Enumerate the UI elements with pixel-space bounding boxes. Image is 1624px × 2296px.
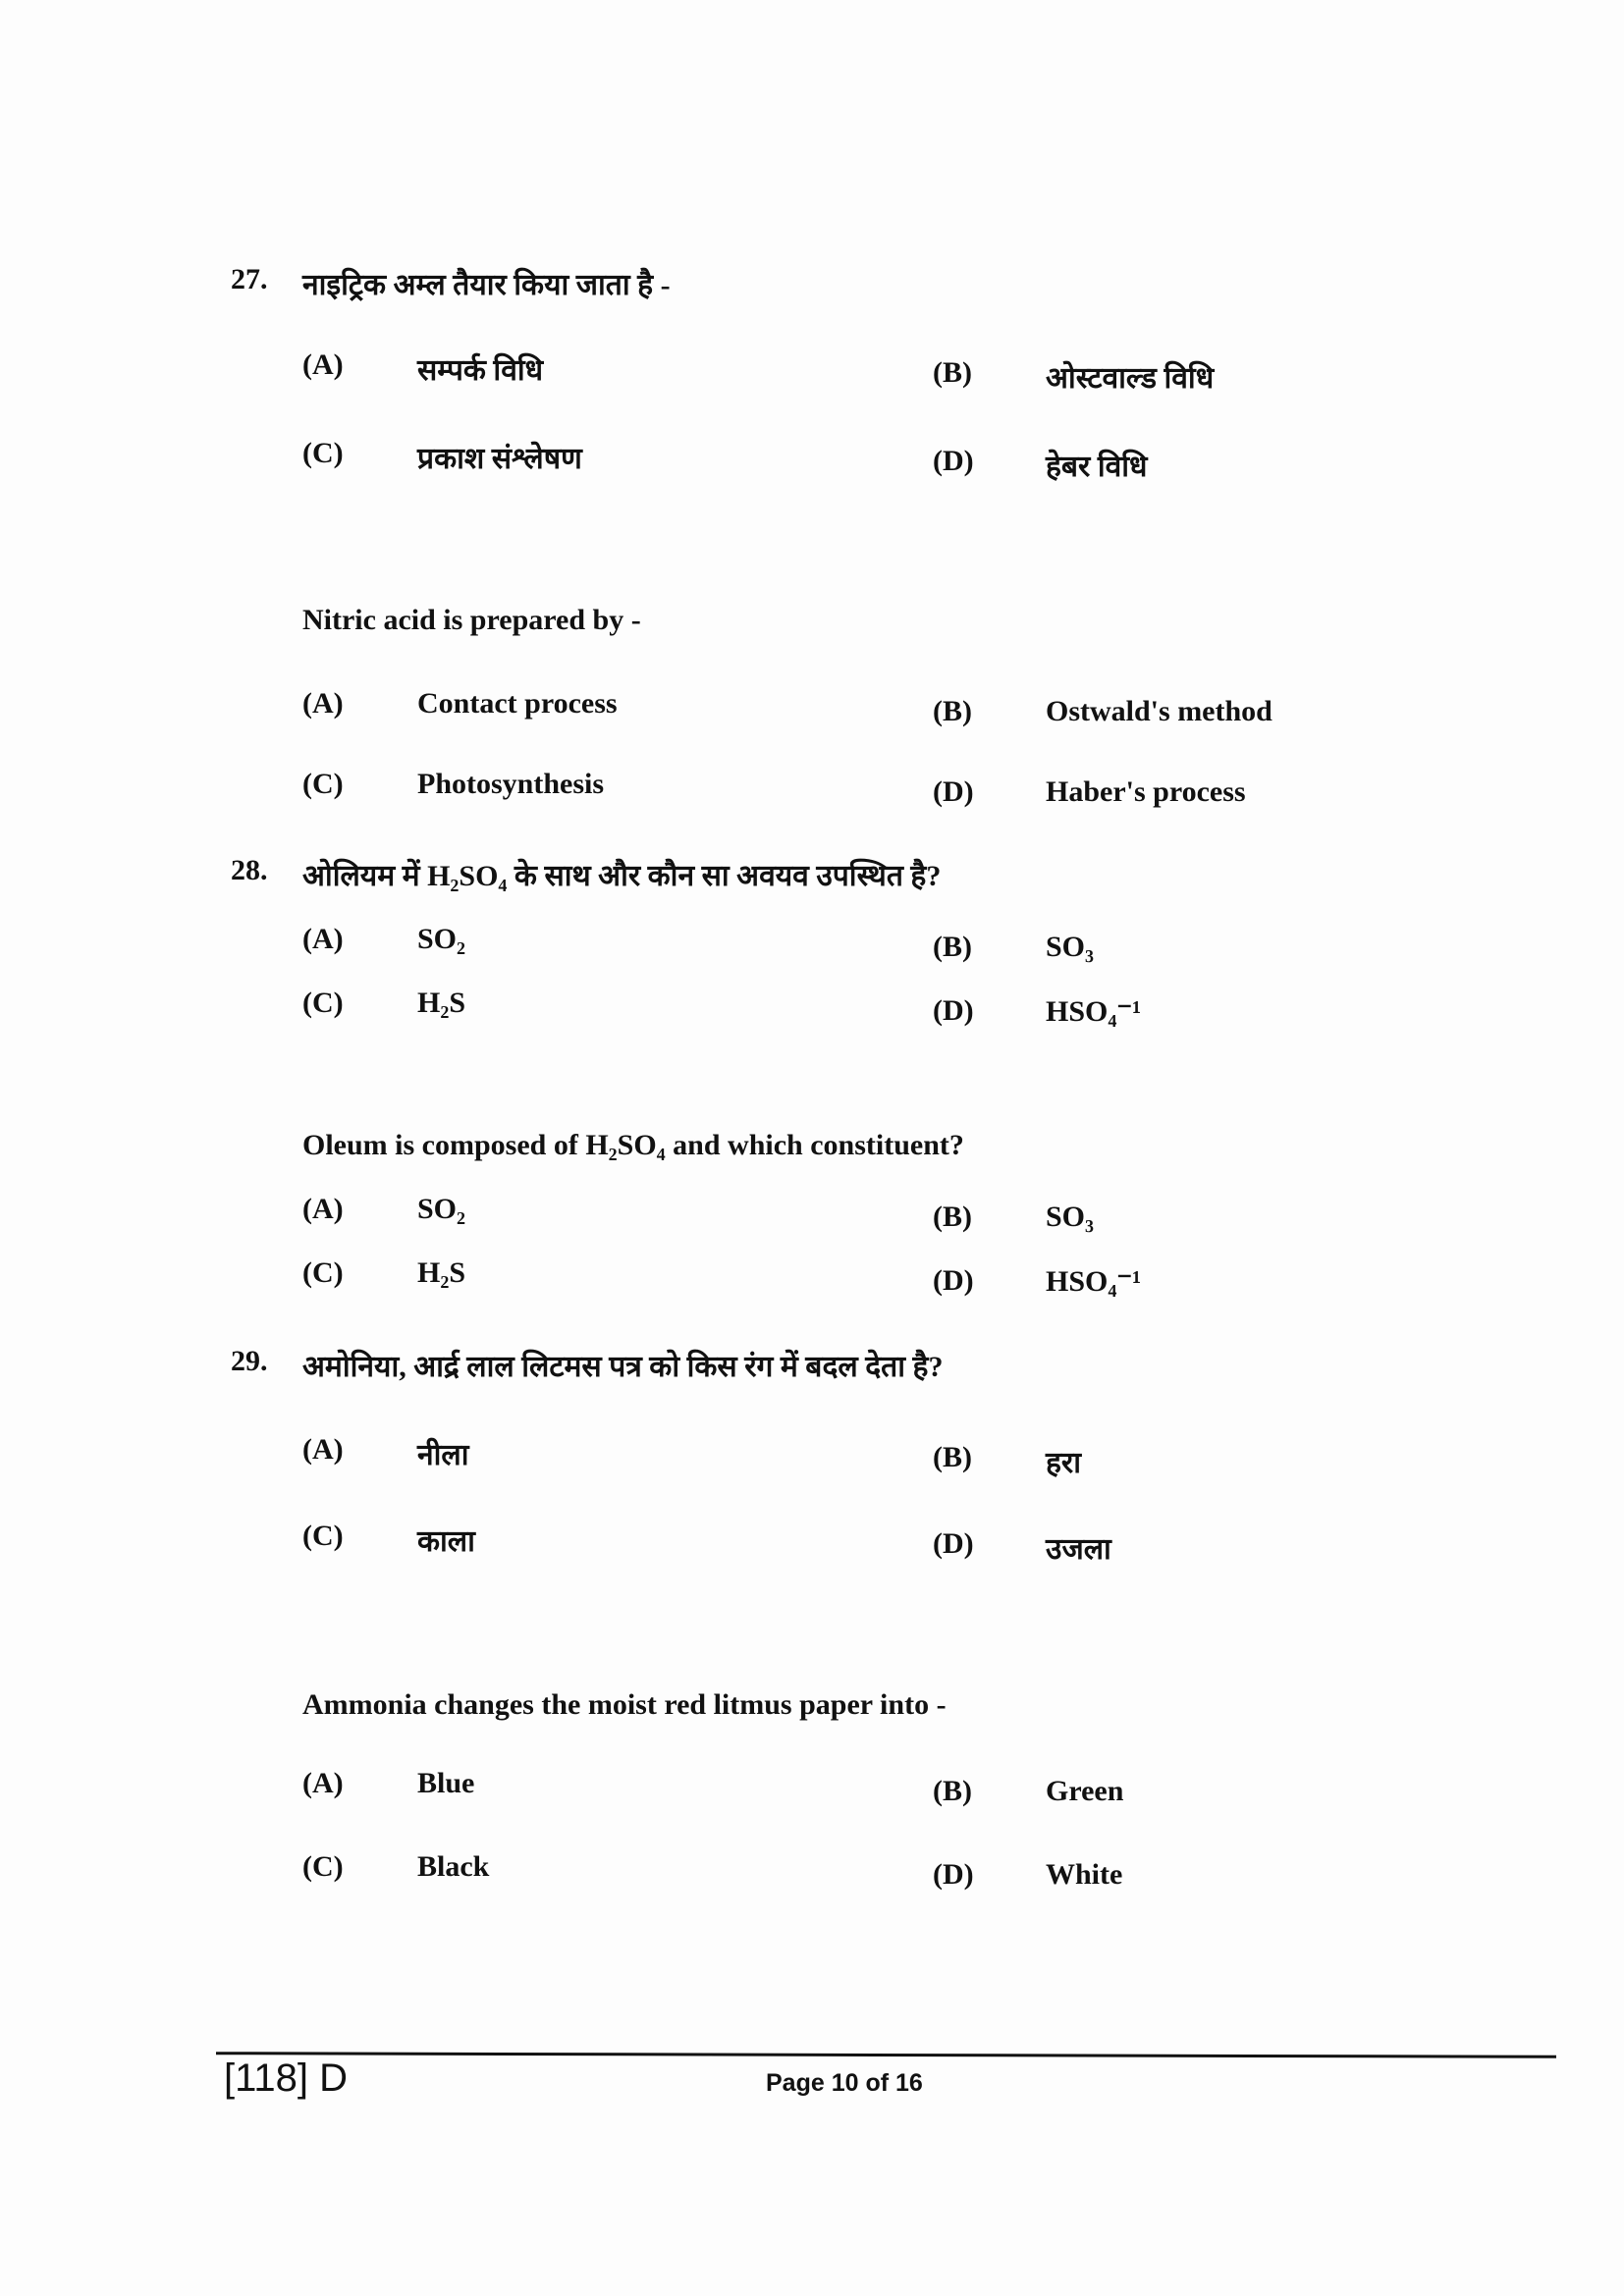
option-text: HSO₄⁻¹	[1046, 995, 1142, 1028]
option-label: (A)	[302, 1193, 344, 1225]
option-label: (B)	[933, 1441, 972, 1473]
option-text: सम्पर्क विधि	[417, 354, 544, 387]
option-text: उजला	[1046, 1533, 1111, 1566]
option-text: हरा	[1046, 1447, 1081, 1479]
option-label: (C)	[302, 1520, 344, 1552]
option-label: (D)	[933, 994, 974, 1027]
option-label: (B)	[933, 695, 972, 727]
option-text: Black	[417, 1850, 490, 1883]
option-text: Contact process	[417, 687, 618, 720]
option-label: (B)	[933, 1775, 972, 1807]
option-label: (A)	[302, 348, 344, 381]
option-text: HSO₄⁻¹	[1046, 1265, 1142, 1298]
option-label: (B)	[933, 1201, 972, 1233]
option-text: ओस्टवाल्ड विधि	[1046, 362, 1215, 395]
option-text: SO₂	[417, 1193, 466, 1225]
option-label: (D)	[933, 1858, 974, 1891]
question-number: 27.	[231, 263, 268, 295]
option-text: H₂S	[417, 1256, 466, 1289]
option-label: (D)	[933, 1527, 974, 1560]
option-label: (B)	[933, 931, 972, 963]
option-text: SO₃	[1046, 931, 1095, 963]
option-label: (A)	[302, 687, 344, 720]
option-text: SO₃	[1046, 1201, 1095, 1233]
option-label: (A)	[302, 923, 344, 955]
option-text: Ostwald's method	[1046, 695, 1272, 727]
option-label: (D)	[933, 1264, 974, 1297]
option-text: Blue	[417, 1767, 475, 1799]
option-text: Photosynthesis	[417, 768, 605, 800]
option-label: (D)	[933, 775, 974, 808]
option-label: (C)	[302, 768, 344, 800]
option-text: काला	[417, 1525, 475, 1558]
footer-divider	[216, 2052, 1556, 2058]
option-text: प्रकाश संश्लेषण	[417, 443, 582, 475]
option-text: नीला	[417, 1439, 469, 1471]
question-number: 28.	[231, 854, 268, 886]
option-text: हेबर विधि	[1046, 451, 1148, 483]
option-text: Green	[1046, 1775, 1124, 1807]
option-label: (D)	[933, 445, 974, 477]
question-stem: अमोनिया, आर्द्र लाल लिटमस पत्र को किस रंग में बदल देता है?	[302, 1351, 944, 1383]
paper-code: [118] D	[224, 2056, 348, 2100]
page-number: Page 10 of 16	[766, 2069, 923, 2097]
question-stem: ओलियम में H₂SO₄ के साथ और कौन सा अवयव उपस्थित है?	[302, 860, 942, 892]
option-label: (C)	[302, 437, 344, 469]
question-stem: Nitric acid is prepared by -	[302, 604, 641, 636]
option-text: H₂S	[417, 987, 466, 1019]
question-stem: Oleum is composed of H₂SO₄ and which constituent?	[302, 1129, 964, 1161]
question-stem: Ammonia changes the moist red litmus paper into -	[302, 1688, 947, 1721]
option-label: (C)	[302, 987, 344, 1019]
question-stem: नाइट्रिक अम्ल तैयार किया जाता है -	[302, 269, 671, 301]
option-label: (A)	[302, 1767, 344, 1799]
option-label: (C)	[302, 1850, 344, 1883]
option-label: (A)	[302, 1433, 344, 1466]
option-label: (C)	[302, 1256, 344, 1289]
option-text: White	[1046, 1858, 1123, 1891]
option-text: Haber's process	[1046, 775, 1246, 808]
question-number: 29.	[231, 1345, 268, 1377]
option-label: (B)	[933, 356, 972, 389]
option-text: SO₂	[417, 923, 466, 955]
